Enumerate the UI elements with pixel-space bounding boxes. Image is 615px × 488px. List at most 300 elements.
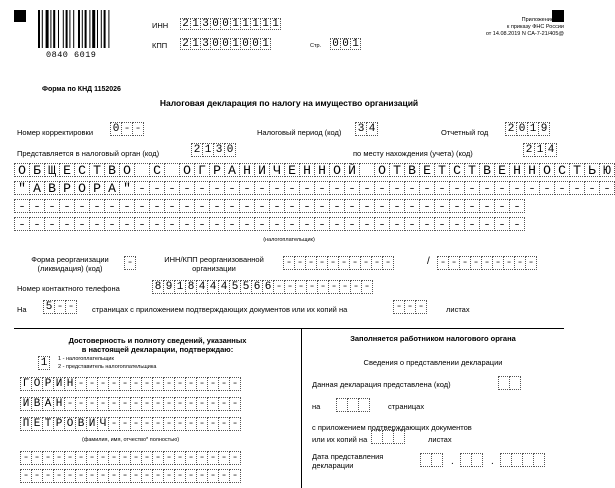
cell[interactable]: - (42, 469, 54, 483)
cell[interactable]: - (163, 451, 175, 465)
cell[interactable]: Т (569, 163, 585, 177)
cell[interactable]: - (434, 199, 450, 213)
cell[interactable]: - (119, 397, 131, 411)
cell[interactable] (431, 453, 443, 467)
cell[interactable]: - (273, 280, 285, 294)
cell[interactable]: - (89, 199, 105, 213)
cell[interactable]: 0 (220, 18, 231, 30)
cell[interactable]: 0 (340, 38, 351, 50)
cell[interactable]: 5 (229, 280, 241, 294)
representative-row-2[interactable] (20, 469, 240, 483)
cell[interactable]: 0 (250, 38, 261, 50)
cell[interactable]: И (86, 417, 98, 431)
cell[interactable]: 2 (180, 38, 191, 50)
cell[interactable]: 1 (38, 356, 50, 370)
cell[interactable]: - (53, 469, 65, 483)
cell[interactable]: - (163, 397, 175, 411)
cell[interactable]: - (329, 199, 345, 213)
cell[interactable]: Б (29, 163, 45, 177)
cell[interactable]: - (419, 181, 435, 195)
cell[interactable]: - (132, 122, 144, 136)
org-name-row-3[interactable] (14, 199, 524, 213)
cell[interactable]: - (449, 217, 465, 231)
cell[interactable]: - (539, 181, 555, 195)
cell[interactable]: - (239, 217, 255, 231)
cell[interactable]: - (299, 181, 315, 195)
cell[interactable]: - (141, 469, 153, 483)
cell[interactable]: - (254, 217, 270, 231)
cell[interactable]: 8 (185, 280, 197, 294)
cell[interactable]: В (404, 163, 420, 177)
cell[interactable]: - (14, 199, 30, 213)
cell[interactable]: 0 (220, 38, 231, 50)
cell[interactable]: 9 (163, 280, 175, 294)
cell[interactable]: - (207, 469, 219, 483)
cell[interactable]: 0 (330, 38, 341, 50)
cell[interactable]: - (64, 397, 76, 411)
cell[interactable]: Г (20, 377, 32, 391)
cell[interactable]: Е (419, 163, 435, 177)
cell[interactable]: - (449, 199, 465, 213)
cell[interactable]: - (149, 217, 165, 231)
cell[interactable]: - (209, 199, 225, 213)
cell[interactable]: - (404, 217, 420, 231)
cell[interactable]: - (404, 300, 416, 314)
cell[interactable]: - (359, 199, 375, 213)
cell[interactable]: - (86, 451, 98, 465)
cell[interactable]: - (295, 280, 307, 294)
cell[interactable]: - (97, 377, 109, 391)
cell[interactable]: 3 (200, 38, 211, 50)
cell[interactable]: Й (344, 163, 360, 177)
cell[interactable]: 1 (230, 18, 241, 30)
cell[interactable]: И (254, 163, 270, 177)
cell[interactable]: - (97, 451, 109, 465)
org-name-row-4[interactable] (14, 217, 524, 231)
cell[interactable]: 2 (191, 143, 203, 157)
cell[interactable]: - (44, 199, 60, 213)
cell[interactable]: - (344, 199, 360, 213)
cell[interactable]: - (224, 217, 240, 231)
period-cells[interactable] (355, 122, 377, 136)
cell[interactable]: Н (314, 163, 330, 177)
date-year-cells[interactable] (500, 453, 544, 467)
cell[interactable]: - (119, 217, 135, 231)
cell[interactable]: - (124, 256, 136, 270)
cell[interactable]: - (283, 256, 295, 270)
cell[interactable]: - (299, 217, 315, 231)
cell[interactable]: - (284, 199, 300, 213)
cell[interactable]: - (121, 122, 133, 136)
cell[interactable]: 6 (262, 280, 274, 294)
cell[interactable]: О (64, 417, 76, 431)
cell[interactable]: - (514, 256, 526, 270)
cell[interactable]: 9 (538, 122, 550, 136)
cell[interactable]: - (20, 469, 32, 483)
cell[interactable]: - (119, 377, 131, 391)
cell[interactable]: А (29, 181, 45, 195)
cell[interactable]: 0 (110, 122, 122, 136)
cell[interactable]: Т (389, 163, 405, 177)
cell[interactable]: - (374, 199, 390, 213)
cell[interactable]: Ч (269, 163, 285, 177)
cell[interactable]: - (314, 199, 330, 213)
cell[interactable] (134, 163, 150, 177)
cell[interactable]: 1 (190, 38, 201, 50)
cell[interactable]: - (149, 199, 165, 213)
authority-cells[interactable] (191, 143, 235, 157)
cell[interactable]: - (449, 181, 465, 195)
cell[interactable]: - (75, 451, 87, 465)
cell[interactable]: - (306, 280, 318, 294)
reorg-kpp-cells[interactable] (437, 256, 536, 270)
cell[interactable]: Р (53, 417, 65, 431)
cell[interactable]: - (525, 256, 537, 270)
cell[interactable]: - (284, 280, 296, 294)
phone-cells[interactable] (152, 280, 372, 294)
cell[interactable]: - (464, 199, 480, 213)
cell[interactable]: Н (524, 163, 540, 177)
cell[interactable]: - (404, 181, 420, 195)
date-day-cells[interactable] (420, 453, 442, 467)
cell[interactable]: - (179, 181, 195, 195)
cell[interactable]: Е (284, 163, 300, 177)
cell[interactable]: Т (42, 417, 54, 431)
right-sheets-cells[interactable] (371, 430, 404, 444)
cell[interactable]: - (64, 469, 76, 483)
cell[interactable]: Н (53, 397, 65, 411)
cell[interactable]: Ч (97, 417, 109, 431)
cell[interactable]: 1 (270, 18, 281, 30)
cell[interactable]: В (75, 417, 87, 431)
reorg-form-cell[interactable] (124, 256, 135, 270)
cell[interactable]: - (284, 181, 300, 195)
cell[interactable]: Т (434, 163, 450, 177)
cell[interactable]: Р (209, 163, 225, 177)
cell[interactable]: - (54, 300, 66, 314)
cell[interactable]: - (152, 469, 164, 483)
cell[interactable]: - (134, 217, 150, 231)
cell[interactable]: Н (239, 163, 255, 177)
cell[interactable]: А (104, 181, 120, 195)
cell[interactable]: 0 (240, 38, 251, 50)
cell[interactable]: 0 (516, 122, 528, 136)
cell[interactable]: - (207, 397, 219, 411)
cell[interactable]: 1 (230, 38, 241, 50)
cell[interactable]: - (338, 256, 350, 270)
cell[interactable]: С (149, 163, 165, 177)
cell[interactable]: - (194, 217, 210, 231)
cell[interactable]: - (415, 300, 427, 314)
cell[interactable]: - (59, 217, 75, 231)
cell[interactable]: - (42, 451, 54, 465)
cell[interactable]: - (196, 469, 208, 483)
cell[interactable]: 1 (202, 143, 214, 157)
cell[interactable]: - (196, 377, 208, 391)
cell[interactable]: 5 (240, 280, 252, 294)
cell[interactable]: - (316, 256, 328, 270)
cell[interactable]: - (196, 417, 208, 431)
cell[interactable]: - (393, 300, 405, 314)
cell[interactable]: И (53, 377, 65, 391)
cell[interactable]: - (108, 451, 120, 465)
cell[interactable]: - (29, 217, 45, 231)
cell[interactable]: В (44, 181, 60, 195)
cell[interactable]: - (209, 181, 225, 195)
presented-cells[interactable] (498, 376, 520, 390)
location-cells[interactable] (523, 143, 556, 157)
cell[interactable]: - (459, 256, 471, 270)
cell[interactable]: Р (89, 181, 105, 195)
cell[interactable]: 3 (213, 143, 225, 157)
cell[interactable]: - (254, 199, 270, 213)
cell[interactable]: - (470, 256, 482, 270)
cell[interactable]: - (185, 377, 197, 391)
cell[interactable]: - (89, 217, 105, 231)
cell[interactable]: А (224, 163, 240, 177)
cell[interactable]: - (509, 217, 525, 231)
cell[interactable]: - (134, 199, 150, 213)
cell[interactable]: - (404, 199, 420, 213)
cell[interactable]: - (389, 181, 405, 195)
cell[interactable]: Ю (599, 163, 615, 177)
cell[interactable]: - (481, 256, 493, 270)
sheets-cells[interactable] (393, 300, 426, 314)
cell[interactable]: - (163, 469, 175, 483)
correction-cells[interactable] (110, 122, 143, 136)
cell[interactable]: - (314, 181, 330, 195)
cell[interactable]: - (209, 217, 225, 231)
cell[interactable]: В (479, 163, 495, 177)
cell[interactable]: В (31, 397, 43, 411)
cell[interactable]: - (119, 451, 131, 465)
cell[interactable]: - (269, 199, 285, 213)
cell[interactable]: 0 (224, 143, 236, 157)
cell[interactable]: - (163, 417, 175, 431)
cell[interactable]: - (185, 397, 197, 411)
cell[interactable]: - (74, 217, 90, 231)
cell[interactable]: - (75, 397, 87, 411)
cell[interactable]: - (371, 256, 383, 270)
cell[interactable]: - (130, 469, 142, 483)
cell[interactable]: - (434, 217, 450, 231)
cell[interactable]: 3 (355, 122, 367, 136)
cell[interactable]: 2 (505, 122, 517, 136)
cell[interactable]: - (134, 181, 150, 195)
cell[interactable]: 1 (534, 143, 546, 157)
cell[interactable]: 2 (180, 18, 191, 30)
cell[interactable]: Т (89, 163, 105, 177)
cell[interactable]: - (327, 256, 339, 270)
cell[interactable]: 5 (43, 300, 55, 314)
cell[interactable]: - (218, 451, 230, 465)
cell[interactable]: - (174, 417, 186, 431)
cell[interactable]: - (53, 451, 65, 465)
cell[interactable]: - (350, 280, 362, 294)
cell[interactable]: О (539, 163, 555, 177)
cell[interactable]: - (108, 417, 120, 431)
page-cells[interactable] (330, 38, 360, 50)
cell[interactable]: 1 (260, 38, 271, 50)
pages-cells[interactable] (43, 300, 76, 314)
cell[interactable]: 1 (527, 122, 539, 136)
cell[interactable]: - (509, 181, 525, 195)
cell[interactable]: О (329, 163, 345, 177)
cell[interactable]: - (269, 217, 285, 231)
cell[interactable]: 1 (190, 18, 201, 30)
cell[interactable]: - (59, 199, 75, 213)
cell[interactable]: Е (31, 417, 43, 431)
cell[interactable] (393, 430, 405, 444)
cell[interactable] (359, 163, 375, 177)
cell[interactable]: - (494, 217, 510, 231)
patronymic-cells[interactable] (20, 417, 240, 431)
cell[interactable]: - (149, 181, 165, 195)
cell[interactable]: - (185, 469, 197, 483)
cell[interactable]: - (74, 199, 90, 213)
cell[interactable]: - (152, 417, 164, 431)
cell[interactable]: 3 (200, 18, 211, 30)
cell[interactable]: - (229, 417, 241, 431)
cell[interactable]: - (239, 181, 255, 195)
cell[interactable]: П (20, 417, 32, 431)
cell[interactable]: - (44, 217, 60, 231)
cell[interactable]: - (152, 377, 164, 391)
cell[interactable]: - (494, 199, 510, 213)
cell[interactable]: - (239, 199, 255, 213)
cell[interactable]: - (224, 181, 240, 195)
cell[interactable]: - (479, 217, 495, 231)
year-cells[interactable] (505, 122, 549, 136)
cell[interactable]: Н (299, 163, 315, 177)
cell[interactable]: - (152, 397, 164, 411)
cell[interactable]: - (119, 417, 131, 431)
date-month-cells[interactable] (460, 453, 482, 467)
cell[interactable]: Р (42, 377, 54, 391)
cell[interactable]: - (509, 199, 525, 213)
cell[interactable]: - (207, 451, 219, 465)
cell[interactable]: О (119, 163, 135, 177)
cell[interactable]: - (299, 199, 315, 213)
cell[interactable]: 4 (196, 280, 208, 294)
cell[interactable]: - (86, 397, 98, 411)
cell[interactable]: - (434, 181, 450, 195)
signer-choice-cell[interactable] (38, 356, 49, 370)
cell[interactable]: - (229, 377, 241, 391)
cell[interactable]: О (31, 377, 43, 391)
cell[interactable]: - (218, 377, 230, 391)
cell[interactable]: Е (59, 163, 75, 177)
cell[interactable]: - (179, 199, 195, 213)
cell[interactable]: " (119, 181, 135, 195)
inn-cells[interactable] (180, 18, 280, 30)
cell[interactable]: Р (59, 181, 75, 195)
cell[interactable]: - (437, 256, 449, 270)
cell[interactable]: - (14, 217, 30, 231)
cell[interactable]: - (344, 181, 360, 195)
cell[interactable]: - (185, 417, 197, 431)
cell[interactable]: - (141, 397, 153, 411)
cell[interactable]: - (389, 199, 405, 213)
cell[interactable]: - (599, 181, 615, 195)
cell[interactable]: - (164, 199, 180, 213)
cell[interactable]: - (152, 451, 164, 465)
cell[interactable]: - (174, 469, 186, 483)
cell[interactable]: - (196, 397, 208, 411)
cell[interactable]: - (344, 217, 360, 231)
cell[interactable]: - (185, 451, 197, 465)
cell[interactable]: В (104, 163, 120, 177)
cell[interactable]: - (328, 280, 340, 294)
cell[interactable]: - (360, 256, 372, 270)
cell[interactable]: С (449, 163, 465, 177)
cell[interactable]: - (339, 280, 351, 294)
cell[interactable]: - (207, 377, 219, 391)
cell[interactable]: 1 (240, 18, 251, 30)
cell[interactable]: - (108, 469, 120, 483)
cell[interactable]: - (492, 256, 504, 270)
cell[interactable]: 4 (545, 143, 557, 157)
cell[interactable]: С (554, 163, 570, 177)
cell[interactable]: - (374, 181, 390, 195)
cell[interactable]: 1 (350, 38, 361, 50)
cell[interactable]: - (294, 256, 306, 270)
cell[interactable]: - (194, 199, 210, 213)
cell[interactable]: - (104, 199, 120, 213)
cell[interactable]: А (42, 397, 54, 411)
cell[interactable]: С (74, 163, 90, 177)
cell[interactable]: 4 (366, 122, 378, 136)
org-name-row-2[interactable] (14, 181, 614, 195)
cell[interactable]: О (179, 163, 195, 177)
cell[interactable]: О (14, 163, 30, 177)
cell[interactable]: 1 (250, 18, 261, 30)
cell[interactable] (164, 163, 180, 177)
cell[interactable]: - (329, 217, 345, 231)
cell[interactable]: - (29, 199, 45, 213)
right-pages-cells[interactable] (336, 398, 369, 412)
cell[interactable]: - (75, 469, 87, 483)
org-name-row-1[interactable] (14, 163, 614, 177)
cell[interactable]: - (479, 199, 495, 213)
cell[interactable]: - (194, 181, 210, 195)
cell[interactable]: - (229, 469, 241, 483)
cell[interactable]: - (174, 451, 186, 465)
cell[interactable]: - (163, 377, 175, 391)
cell[interactable]: - (179, 217, 195, 231)
cell[interactable]: - (20, 451, 32, 465)
cell[interactable]: - (464, 181, 480, 195)
cell[interactable]: 8 (152, 280, 164, 294)
cell[interactable]: - (569, 181, 585, 195)
cell[interactable]: " (14, 181, 30, 195)
cell[interactable]: - (108, 397, 120, 411)
cell[interactable]: - (359, 181, 375, 195)
cell[interactable]: - (86, 469, 98, 483)
cell[interactable]: - (314, 217, 330, 231)
cell[interactable]: - (75, 377, 87, 391)
cell[interactable]: - (218, 469, 230, 483)
cell[interactable]: 2 (523, 143, 535, 157)
cell[interactable]: - (130, 451, 142, 465)
cell[interactable]: - (104, 217, 120, 231)
cell[interactable]: 0 (210, 18, 221, 30)
cell[interactable]: - (349, 256, 361, 270)
cell[interactable]: - (329, 181, 345, 195)
cell[interactable]: 0 (210, 38, 221, 50)
cell[interactable]: Е (494, 163, 510, 177)
cell[interactable]: - (64, 451, 76, 465)
